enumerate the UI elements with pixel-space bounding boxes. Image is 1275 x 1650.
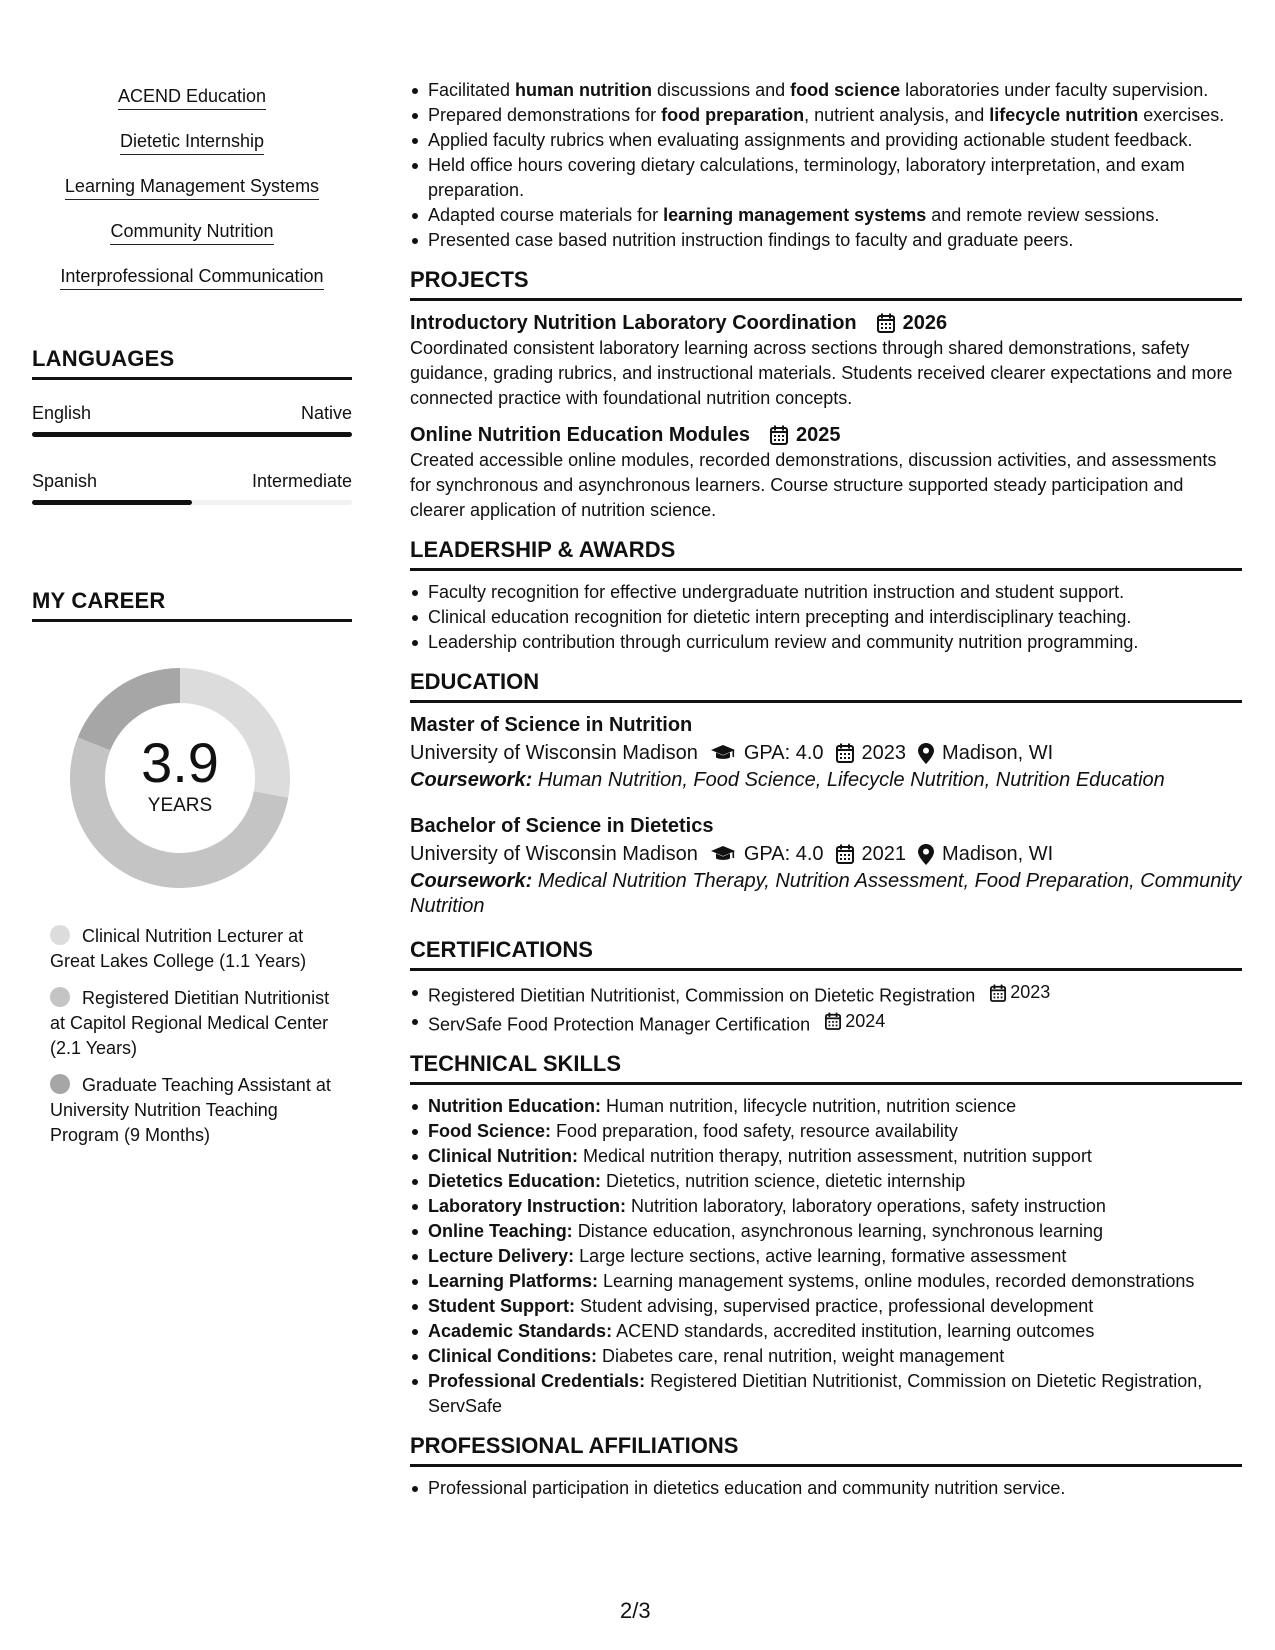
languages-title: LANGUAGES bbox=[32, 346, 175, 371]
language-level: Native bbox=[300, 403, 352, 423]
bold-keyword: food science bbox=[790, 80, 901, 100]
language-proficiency-fill bbox=[32, 432, 352, 437]
skill-item bbox=[410, 1119, 1242, 1144]
career-role-text: Clinical Nutrition Lecturer at Great Lakes College (1.1 Years) bbox=[50, 926, 307, 971]
skill-value: Large lecture sections, active learning, formative assessment bbox=[579, 1246, 1067, 1266]
list-item bbox=[410, 980, 1242, 1009]
education-section bbox=[410, 669, 1242, 919]
keyword-tag: Dietetic Internship bbox=[120, 129, 264, 155]
career-donut-chart bbox=[67, 665, 293, 891]
section-divider bbox=[410, 1082, 1242, 1085]
career-role-text: Graduate Teaching Assistant at University Nutrition Teaching Program (9 Months) bbox=[50, 1075, 331, 1145]
right-column bbox=[410, 78, 1242, 1501]
text-run: Prepared demonstrations for bbox=[428, 105, 662, 125]
section-divider bbox=[32, 619, 352, 622]
skill-value: ACEND standards, accredited institution, learning outcomes bbox=[616, 1321, 1095, 1341]
list-item bbox=[410, 128, 1242, 153]
text-run: and remote review sessions. bbox=[926, 205, 1160, 225]
coursework-line bbox=[410, 869, 1242, 919]
projects-section bbox=[410, 267, 1242, 523]
school-name: University of Wisconsin Madison bbox=[410, 843, 698, 865]
skill-item bbox=[410, 1369, 1242, 1419]
language-proficiency-bar bbox=[32, 432, 352, 437]
gpa-value: GPA: 4.0 bbox=[743, 843, 824, 865]
keyword-tag: Learning Management Systems bbox=[65, 174, 319, 200]
list-item: Clinical education recognition for dietetic intern precepting and interdisciplinary teaching. bbox=[410, 605, 1242, 630]
project-name: Introductory Nutrition Laboratory Coordination bbox=[410, 312, 857, 334]
page-number: 2/3 bbox=[620, 1598, 651, 1623]
calendar-icon bbox=[836, 844, 854, 864]
skill-label: Lecture Delivery: bbox=[428, 1246, 575, 1266]
skill-value: Student advising, supervised practice, professional development bbox=[580, 1296, 1094, 1316]
career-total-years: 3.9 bbox=[141, 731, 219, 794]
list-item bbox=[410, 203, 1242, 228]
language-name: English bbox=[32, 403, 92, 423]
career-role-text: Registered Dietitian Nutritionist at Capitol Regional Medical Center (2.1 Years) bbox=[50, 988, 330, 1058]
coursework-line bbox=[410, 768, 1242, 793]
bold-keyword: lifecycle nutrition bbox=[989, 105, 1139, 125]
school-name: University of Wisconsin Madison bbox=[410, 742, 698, 764]
coursework-label: Coursework: bbox=[410, 769, 533, 791]
language-proficiency-bar bbox=[32, 500, 352, 505]
certification-year: 2024 bbox=[845, 1010, 886, 1031]
skill-label: Clinical Nutrition: bbox=[428, 1146, 578, 1166]
degree-title: Bachelor of Science in Dietetics bbox=[410, 815, 714, 837]
list-item: Faculty recognition for effective undergraduate nutrition instruction and student support. bbox=[410, 580, 1242, 605]
skills-title: TECHNICAL SKILLS bbox=[410, 1051, 622, 1076]
skill-item bbox=[410, 1194, 1242, 1219]
skill-value: Distance education, asynchronous learning, synchronous learning bbox=[577, 1221, 1104, 1241]
skills-section bbox=[410, 1051, 1242, 1419]
legend-dot-icon bbox=[50, 925, 70, 945]
text-run: Held office hours covering dietary calculations, terminology, laboratory interpretation, and exam preparation. bbox=[428, 155, 1185, 200]
legend-dot-icon bbox=[50, 987, 70, 1007]
degree-title: Master of Science in Nutrition bbox=[410, 714, 693, 736]
location-pin-icon bbox=[918, 844, 934, 865]
skill-value: Registered Dietitian Nutritionist, Commission on Dietetic Registration, ServSafe bbox=[428, 1371, 1203, 1416]
graduation-year: 2021 bbox=[861, 843, 907, 865]
graduation-cap-icon bbox=[710, 845, 736, 863]
school-location: Madison, WI bbox=[942, 843, 1054, 865]
skill-label: Academic Standards: bbox=[428, 1321, 613, 1341]
section-divider bbox=[410, 1464, 1242, 1467]
school-location: Madison, WI bbox=[942, 742, 1054, 764]
skill-value: Learning management systems, online modules, recorded demonstrations bbox=[603, 1271, 1195, 1291]
text-run: laboratories under faculty supervision. bbox=[900, 80, 1209, 100]
certification-name: Registered Dietitian Nutritionist, Commission on Dietetic Registration bbox=[428, 985, 976, 1006]
text-run: Facilitated bbox=[428, 80, 516, 100]
education-title: EDUCATION bbox=[410, 669, 540, 694]
skill-value: Medical nutrition therapy, nutrition assessment, nutrition support bbox=[583, 1146, 1092, 1166]
section-divider bbox=[32, 377, 352, 380]
section-divider bbox=[410, 568, 1242, 571]
skills-list bbox=[410, 1094, 1242, 1419]
graduation-cap-icon bbox=[710, 744, 736, 762]
section-divider bbox=[410, 298, 1242, 301]
skill-value: Nutrition laboratory, laboratory operations, safety instruction bbox=[631, 1196, 1106, 1216]
bold-keyword: food preparation bbox=[661, 105, 805, 125]
project-item bbox=[410, 310, 1242, 411]
skill-item bbox=[410, 1169, 1242, 1194]
affiliations-section bbox=[410, 1433, 1242, 1501]
calendar-icon bbox=[877, 313, 895, 333]
location-pin-icon bbox=[918, 743, 934, 764]
skill-label: Food Science: bbox=[428, 1121, 552, 1141]
bold-keyword: human nutrition bbox=[515, 80, 653, 100]
keyword-tag: Interprofessional Communication bbox=[60, 264, 323, 290]
language-level: Intermediate bbox=[251, 471, 352, 491]
skill-item bbox=[410, 1219, 1242, 1244]
keyword-tag: Community Nutrition bbox=[110, 219, 273, 245]
project-description: Coordinated consistent laboratory learning across sections through shared demonstrations, safety guidance, grading rubrics, and instructional materials. Students received clearer expectations and more connected practice with foundational nutrition concepts. bbox=[410, 338, 1233, 408]
skill-label: Clinical Conditions: bbox=[428, 1346, 597, 1366]
skill-value: Food preparation, food safety, resource availability bbox=[556, 1121, 958, 1141]
skill-label: Laboratory Instruction: bbox=[428, 1196, 627, 1216]
text-run: Applied faculty rubrics when evaluating assignments and providing actionable student feedback. bbox=[428, 130, 1193, 150]
text-run: , nutrient analysis, and bbox=[804, 105, 990, 125]
list-item bbox=[410, 1009, 1242, 1038]
certification-year: 2023 bbox=[1010, 982, 1051, 1002]
keyword-tag: ACEND Education bbox=[118, 84, 266, 110]
language-proficiency-fill bbox=[32, 500, 192, 505]
skill-label: Dietetics Education: bbox=[428, 1171, 602, 1191]
skill-item bbox=[410, 1344, 1242, 1369]
career-legend-item bbox=[50, 1073, 340, 1148]
gpa-value: GPA: 4.0 bbox=[743, 742, 824, 764]
language-item bbox=[32, 470, 352, 505]
leadership-section bbox=[410, 537, 1242, 655]
career-legend bbox=[50, 924, 340, 1160]
calendar-icon bbox=[990, 984, 1006, 1002]
experience-bullets bbox=[410, 78, 1242, 253]
calendar-icon bbox=[836, 743, 854, 763]
text-run: discussions and bbox=[652, 80, 791, 100]
career-legend-item bbox=[50, 924, 340, 974]
language-name: Spanish bbox=[32, 471, 98, 491]
list-item bbox=[410, 228, 1242, 253]
skill-label: Learning Platforms: bbox=[428, 1271, 599, 1291]
career-years-unit: YEARS bbox=[147, 795, 213, 816]
skill-value: Diabetes care, renal nutrition, weight management bbox=[602, 1346, 1005, 1366]
career-section bbox=[32, 588, 352, 622]
project-year: 2025 bbox=[796, 424, 841, 446]
languages-section bbox=[32, 346, 352, 505]
text-run: exercises. bbox=[1138, 105, 1225, 125]
skill-label: Online Teaching: bbox=[428, 1221, 573, 1241]
list-item: Leadership contribution through curriculum review and community nutrition programming. bbox=[410, 630, 1242, 655]
project-name: Online Nutrition Education Modules bbox=[410, 424, 750, 446]
skill-label: Student Support: bbox=[428, 1296, 575, 1316]
coursework-list: Human Nutrition, Food Science, Lifecycle Nutrition, Nutrition Education bbox=[537, 769, 1165, 791]
career-legend-item bbox=[50, 986, 340, 1061]
project-year: 2026 bbox=[902, 312, 948, 334]
skill-item bbox=[410, 1144, 1242, 1169]
legend-dot-icon bbox=[50, 1074, 70, 1094]
project-description: Created accessible online modules, recorded demonstrations, discussion activities, and assessments for synchronous and asynchronous learners. Course structure supported steady participation and clearer application of nutrition science. bbox=[410, 450, 1217, 520]
skill-value: Human nutrition, lifecycle nutrition, nutrition science bbox=[606, 1096, 1017, 1116]
list-item bbox=[410, 78, 1242, 103]
projects-title: PROJECTS bbox=[410, 267, 529, 292]
calendar-icon bbox=[825, 1012, 841, 1030]
list-item bbox=[410, 103, 1242, 128]
keyword-tags bbox=[32, 84, 352, 309]
affiliations-title: PROFESSIONAL AFFILIATIONS bbox=[410, 1433, 739, 1458]
section-divider bbox=[410, 700, 1242, 703]
language-item bbox=[32, 402, 352, 437]
list-item bbox=[410, 153, 1242, 203]
career-title: MY CAREER bbox=[32, 588, 166, 613]
calendar-icon bbox=[770, 425, 788, 445]
list-item: Professional participation in dietetics education and community nutrition service. bbox=[410, 1476, 1242, 1501]
certifications-section bbox=[410, 937, 1242, 1037]
skill-value: Dietetics, nutrition science, dietetic internship bbox=[606, 1171, 966, 1191]
skill-label: Nutrition Education: bbox=[428, 1096, 601, 1116]
certifications-title: CERTIFICATIONS bbox=[410, 937, 593, 962]
education-item bbox=[410, 813, 1242, 919]
project-item bbox=[410, 422, 1242, 523]
skill-label: Professional Credentials: bbox=[428, 1371, 646, 1391]
skill-item bbox=[410, 1319, 1242, 1344]
section-divider bbox=[410, 968, 1242, 971]
skill-item bbox=[410, 1294, 1242, 1319]
text-run: Adapted course materials for bbox=[428, 205, 664, 225]
coursework-label: Coursework: bbox=[410, 870, 533, 892]
text-run: Presented case based nutrition instruction findings to faculty and graduate peers. bbox=[428, 230, 1074, 250]
education-item bbox=[410, 712, 1242, 793]
skill-item bbox=[410, 1094, 1242, 1119]
skill-item bbox=[410, 1244, 1242, 1269]
coursework-list: Medical Nutrition Therapy, Nutrition Assessment, Food Preparation, Community Nutrition bbox=[410, 870, 1242, 917]
certification-name: ServSafe Food Protection Manager Certification bbox=[428, 1014, 811, 1034]
leadership-title: LEADERSHIP & AWARDS bbox=[410, 537, 676, 562]
skill-item bbox=[410, 1269, 1242, 1294]
bold-keyword: learning management systems bbox=[663, 205, 927, 225]
graduation-year: 2023 bbox=[861, 742, 907, 764]
